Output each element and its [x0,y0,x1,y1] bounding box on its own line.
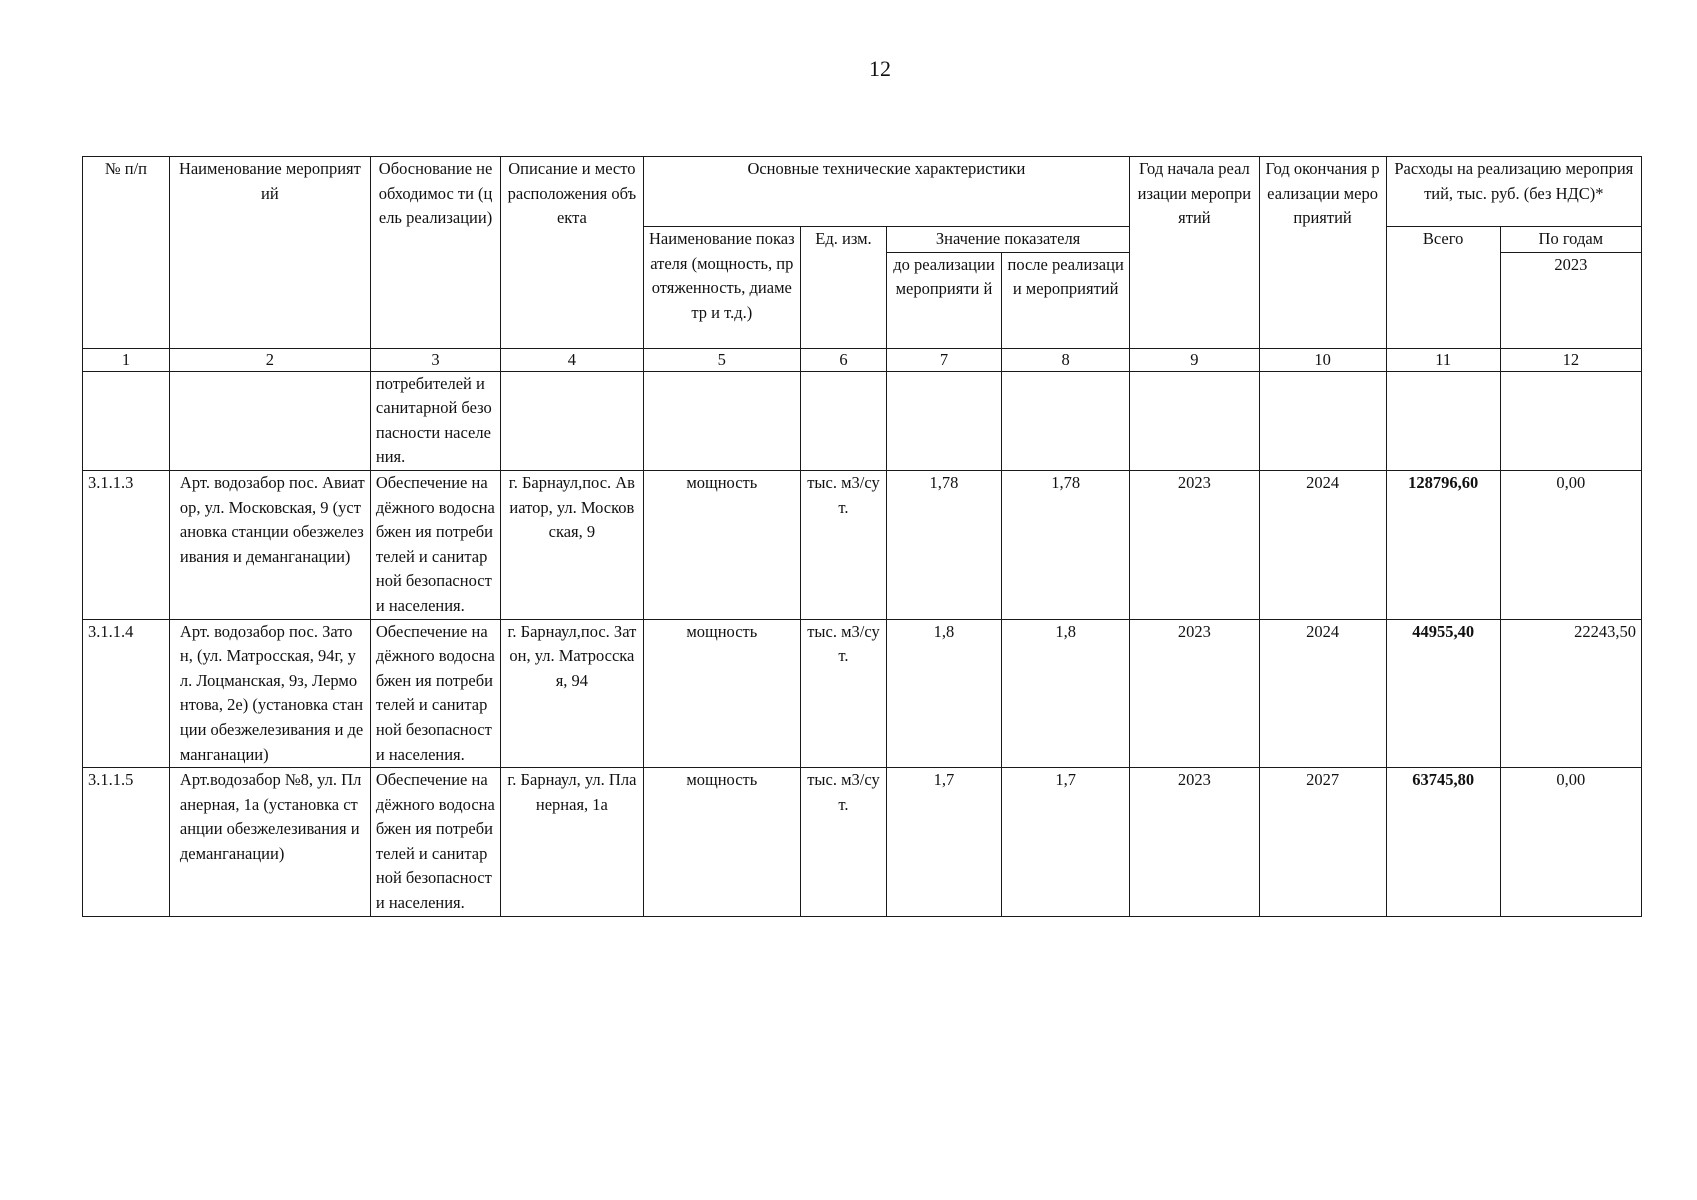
column-number: 7 [886,348,1001,371]
cell-after: 1,7 [1002,768,1130,917]
cell-before: 1,78 [886,470,1001,619]
cell-year-2023: 0,00 [1500,768,1641,917]
header-start-year: Год начала реализации мероприятий [1130,157,1259,349]
cell-location: г. Барнаул, ул. Планерная, 1а [501,768,643,917]
header-indicator: Наименование показателя (мощность, протяженность, диаметр и т.д.) [643,227,801,349]
header-value-group: Значение показателя [886,227,1129,253]
header-before: до реализации мероприяти й [886,252,1001,348]
column-number: 10 [1259,348,1386,371]
cell-justification: Обеспечение надёжного водоснабжен ия потребителей и санитарной безопасности населения. [370,768,500,917]
column-number: 9 [1130,348,1259,371]
cell-name: Арт. водозабор пос. Затон, (ул. Матросская, 94г, ул. Лоцманская, 9з, Лермонтова, 2е) (установка станции обезжелезивания и деманганации) [169,619,370,768]
cell-empty [1002,371,1130,470]
cell-end-year: 2024 [1259,470,1386,619]
cell-unit: тыс. м3/сут. [801,768,887,917]
cell-empty [501,371,643,470]
cell-empty [83,371,170,470]
cell-empty [1259,371,1386,470]
cell-year-2023: 22243,50 [1500,619,1641,768]
cell-justification: Обеспечение надёжного водоснабжен ия потребителей и санитарной безопасности населения. [370,470,500,619]
cell-empty [1500,371,1641,470]
column-number: 5 [643,348,801,371]
column-number: 8 [1002,348,1130,371]
cell-start-year: 2023 [1130,619,1259,768]
header-end-year: Год окончания реализации мероприятий [1259,157,1386,349]
page-number: 12 [869,56,891,81]
cell-empty [169,371,370,470]
column-number-row [83,348,1642,371]
cell-after: 1,78 [1002,470,1130,619]
cell-name: Арт.водозабор №8, ул. Планерная, 1а (установка станции обезжелезивания и деманганации) [169,768,370,917]
cell-location: г. Барнаул,пос. Затон, ул. Матросская, 94 [501,619,643,768]
cell-end-year: 2024 [1259,619,1386,768]
header-num: № п/п [83,157,170,349]
header-by-years: По годам [1500,227,1641,253]
cell-start-year: 2023 [1130,768,1259,917]
cell-num: 3.1.1.4 [83,619,170,768]
header-cost-group: Расходы на реализацию мероприятий, тыс. руб. (без НДС)* [1386,157,1641,227]
cell-unit: тыс. м3/сут. [801,619,887,768]
cell-after: 1,8 [1002,619,1130,768]
header-tech-group: Основные технические характеристики [643,157,1130,227]
table-row [83,768,1642,917]
cell-empty [801,371,887,470]
cell-justification: Обеспечение надёжного водоснабжен ия потребителей и санитарной безопасности населения. [370,619,500,768]
cell-indicator: мощность [643,768,801,917]
cell-start-year: 2023 [1130,470,1259,619]
column-number: 1 [83,348,170,371]
measures-table [82,156,1642,917]
table-row [83,619,1642,768]
cell-location: г. Барнаул,пос. Авиатор, ул. Московская, 9 [501,470,643,619]
header-unit: Ед. изм. [801,227,887,349]
column-number: 11 [1386,348,1500,371]
column-number: 6 [801,348,887,371]
cell-total: 128796,60 [1386,470,1500,619]
column-number: 2 [169,348,370,371]
cell-empty [1386,371,1500,470]
cell-num: 3.1.1.5 [83,768,170,917]
cell-before: 1,7 [886,768,1001,917]
cell-name: Арт. водозабор пос. Авиатор, ул. Московская, 9 (установка станции обезжелезивания и деманганации) [169,470,370,619]
continuation-row [83,371,1642,470]
cell-before: 1,8 [886,619,1001,768]
cell-total: 44955,40 [1386,619,1500,768]
cell-empty [1130,371,1259,470]
cell-empty [643,371,801,470]
column-number: 3 [370,348,500,371]
cell-empty [886,371,1001,470]
header-total: Всего [1386,227,1500,349]
table-row [83,470,1642,619]
cell-year-2023: 0,00 [1500,470,1641,619]
cell-indicator: мощность [643,619,801,768]
column-number: 4 [501,348,643,371]
column-number: 12 [1500,348,1641,371]
cell-unit: тыс. м3/сут. [801,470,887,619]
cell-end-year: 2027 [1259,768,1386,917]
header-location: Описание и место расположения объекта [501,157,643,349]
header-year-2023: 2023 [1500,252,1641,348]
header-justification: Обоснование необходимос ти (цель реализации) [370,157,500,349]
cell-num: 3.1.1.3 [83,470,170,619]
header-after: после реализации мероприятий [1002,252,1130,348]
cell-indicator: мощность [643,470,801,619]
header-name: Наименование мероприятий [169,157,370,349]
cell-total: 63745,80 [1386,768,1500,917]
cell-justification: потребителей и санитарной безопасности населения. [370,371,500,470]
header-row-1 [83,157,1642,227]
